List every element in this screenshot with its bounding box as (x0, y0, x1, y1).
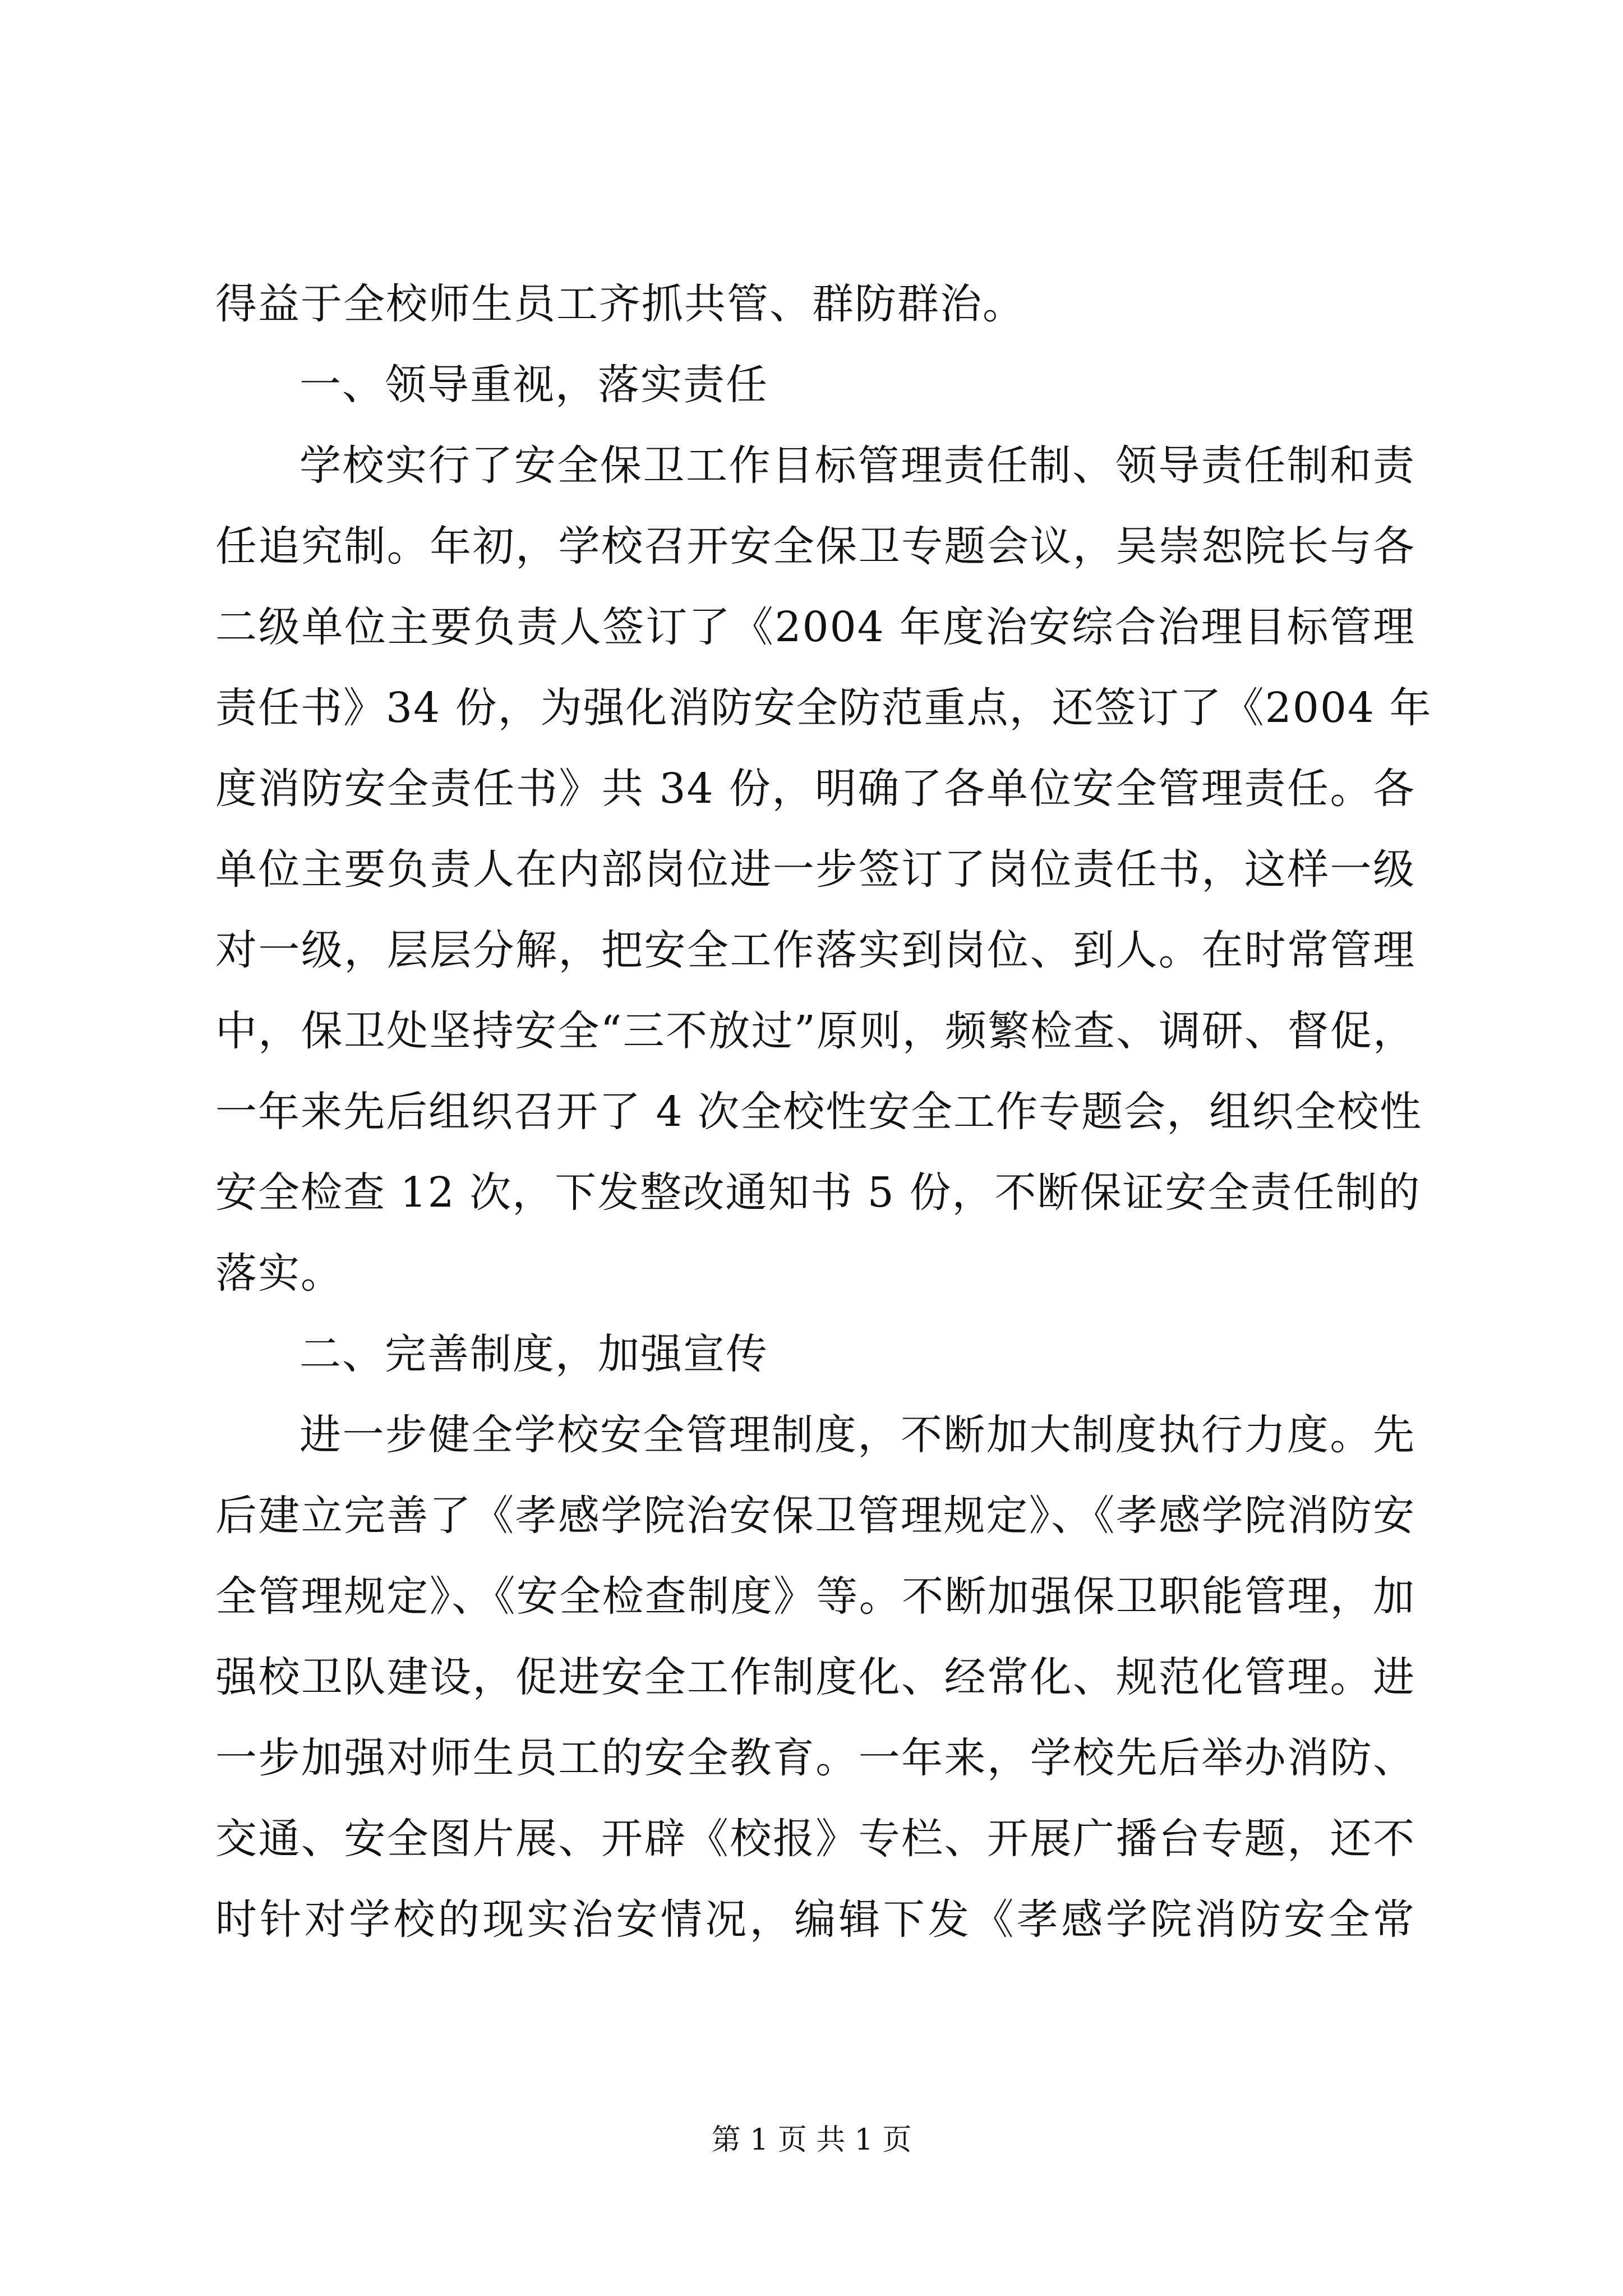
text-line: 二级单位主要负责人签订了《2004 年度治安综合治理目标管理 (215, 603, 1415, 651)
text-line: 强校卫队建设，促进安全工作制度化、经常化、规范化管理。进 (215, 1653, 1415, 1701)
text-line: 进一步健全学校安全管理制度，不断加大制度执行力度。先 (299, 1411, 1415, 1459)
text-line: 对一级，层层分解，把安全工作落实到岗位、到人。在时常管理 (215, 926, 1415, 974)
text-line: 中，保卫处坚持安全“三不放过”原则，频繁检查、调研、督促， (215, 1007, 1415, 1055)
text-line: 一年来先后组织召开了 4 次全校性安全工作专题会，组织全校性 (215, 1088, 1423, 1136)
text-line: 二、完善制度，加强宣传 (299, 1330, 768, 1378)
text-line: 度消防安全责任书》共 34 份，明确了各单位安全管理责任。各 (215, 765, 1415, 813)
text-line: 安全检查 12 次，下发整改通知书 5 份，不断保证安全责任制的 (215, 1168, 1421, 1217)
page-footer: 第 1 页 共 1 页 (711, 2123, 912, 2157)
text-line: 责任书》34 份，为强化消防安全防范重点，还签订了《2004 年 (215, 684, 1432, 732)
text-line: 交通、安全图片展、开辟《校报》专栏、开展广播台专题，还不 (215, 1815, 1415, 1863)
text-line: 后建立完善了《孝感学院治安保卫管理规定》、《孝感学院消防安 (215, 1492, 1415, 1540)
text-line: 落实。 (215, 1249, 343, 1297)
text-line: 全管理规定》、《安全检查制度》等。不断加强保卫职能管理，加 (215, 1572, 1415, 1621)
text-line: 单位主要负责人在内部岗位进一步签订了岗位责任书，这样一级 (215, 845, 1415, 894)
text-line: 学校实行了安全保卫工作目标管理责任制、领导责任制和责 (299, 441, 1415, 490)
text-line: 一、领导重视，落实责任 (299, 361, 768, 409)
text-line: 任追究制。年初，学校召开安全保卫专题会议，吴崇恕院长与各 (215, 522, 1415, 570)
text-line: 时针对学校的现实治安情况，编辑下发《孝感学院消防安全常 (215, 1895, 1415, 1944)
text-line: 得益于全校师生员工齐抓共管、群防群治。 (215, 280, 1025, 328)
text-line: 一步加强对师生员工的安全教育。一年来，学校先后举办消防、 (215, 1734, 1415, 1782)
